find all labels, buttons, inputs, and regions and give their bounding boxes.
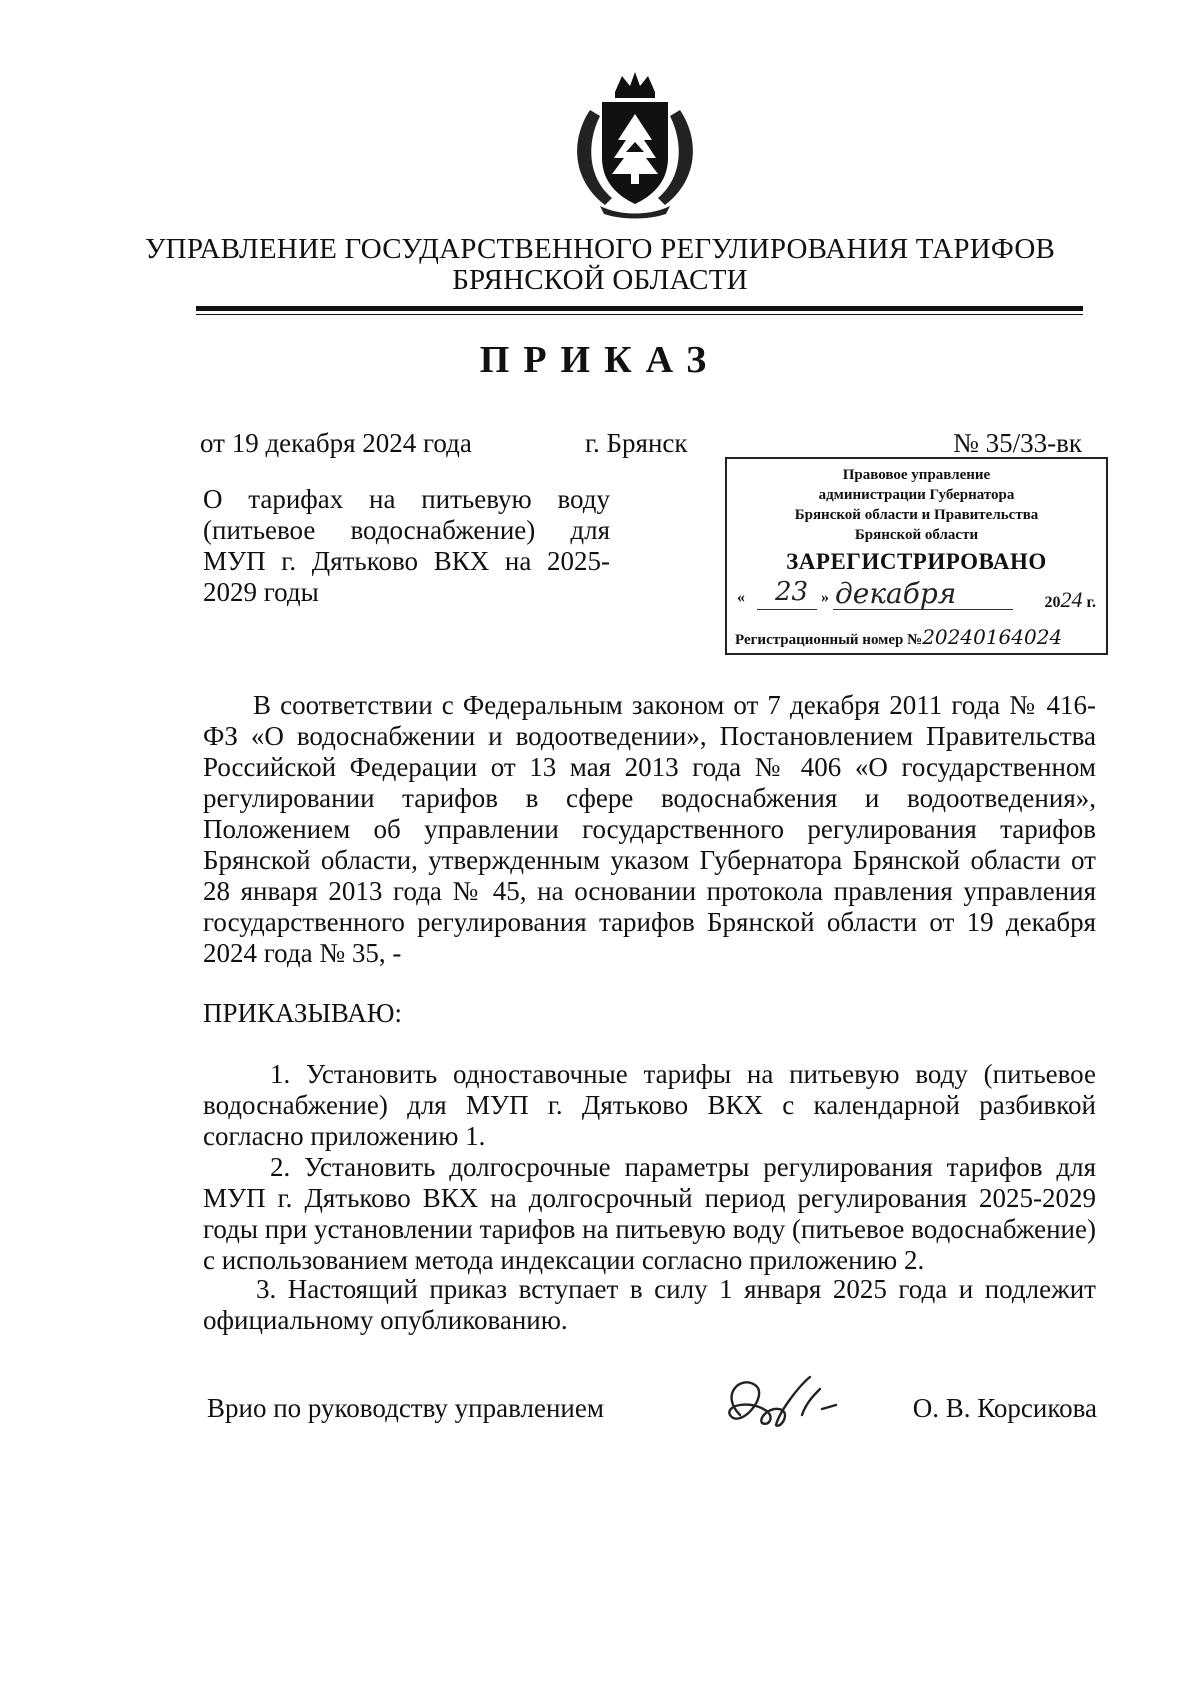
stamp-day-underline (757, 609, 817, 610)
order-item-3: 3. Настоящий приказ вступает в силу 1 января 2025 года и подлежит официальному опубликованию. (203, 1274, 1096, 1335)
document-subject (203, 484, 610, 608)
stamp-regnum-label: Регистрационный номер № (735, 632, 923, 648)
stamp-regnum-row (735, 625, 1102, 649)
stamp-date-dot-left: « (737, 589, 745, 606)
stamp-day: 23 (775, 577, 809, 607)
preamble-paragraph: В соответствии с Федеральным законом от 7 декабря 2011 года № 416-ФЗ «О водоснабжении и водоотведении», Постановлением Правительства Российской Федерации от 13 мая 2013 года № 406 «О государственном регулировании тарифов в сфере водоснабжения и водоотведения», Положением об управлении государственного регулирования тарифов Брянской области, утвержденным указом Губернатора Брянской области от 28 января 2013 года № 45, на основании протокола правления управления государственного регулирования тарифов Брянской области от 19 декабря 2024 года № 35, - (203, 690, 1096, 968)
organization-name-line2: БРЯНСКОЙ ОБЛАСТИ (452, 264, 748, 296)
stamp-year-unit: г. (1086, 594, 1096, 611)
order-item-1: 1. Установить одноставочные тарифы на питьевую воду (питьевое водоснабжение) для МУП г. Дятьково ВКХ с календарной разбивкой согласно приложению 1. (203, 1059, 1096, 1151)
stamp-line-1: Правовое управление (842, 467, 991, 483)
handwritten-signature (710, 1355, 860, 1445)
registration-stamp (725, 457, 1108, 655)
stamp-line-2: администрации Губернатора (818, 487, 1015, 503)
signatory-position: Врио по руководству управлением (207, 1393, 604, 1423)
stamp-date-dot-right: » (821, 589, 829, 606)
header-divider-thick (196, 306, 1083, 311)
document-number: № 35/33-вк (953, 428, 1082, 458)
stamp-year-suffix: 24 (1060, 587, 1083, 612)
stamp-date-row (735, 577, 1100, 617)
document-city: г. Брянск (585, 428, 688, 458)
order-item-2: 2. Установить долгосрочные параметры регулирования тарифов для МУП г. Дятьково ВКХ на долгосрочный период регулирования 2025-2029 годы при установлении тарифов на питьевую воду (питьевое водоснабжение) с использованием метода индексации согласно приложению 2. (203, 1152, 1096, 1275)
stamp-registered-label: ЗАРЕГИСТРИРОВАНО (786, 549, 1047, 574)
stamp-line-3: Брянской области и Правительства (794, 507, 1039, 523)
signatory-name: О. В. Корсикова (912, 1393, 1097, 1423)
document-subject-last-line: 2029 годы (203, 577, 319, 607)
document-title: ПРИКАЗ (479, 339, 721, 381)
stamp-line-4: Брянской области (854, 527, 979, 543)
document-subject-text: О тарифах на питьевую воду (питьевое водоснабжение) для МУП г. Дятьково ВКХ на 2025- (203, 484, 610, 576)
stamp-year-prefix: 20 (1044, 594, 1061, 611)
coat-of-arms-emblem (560, 70, 710, 220)
stamp-regnum-value: 20240164024 (922, 625, 1063, 649)
stamp-month: декабря (835, 577, 957, 610)
stamp-year (1045, 587, 1096, 613)
order-heading: ПРИКАЗЫВАЮ: (203, 998, 402, 1028)
organization-name-line1: УПРАВЛЕНИЕ ГОСУДАРСТВЕННОГО РЕГУЛИРОВАНИЯ ТАРИФОВ (144, 233, 1056, 265)
document-date: от 19 декабря 2024 года (200, 428, 472, 458)
header-divider-thin (196, 314, 1083, 315)
